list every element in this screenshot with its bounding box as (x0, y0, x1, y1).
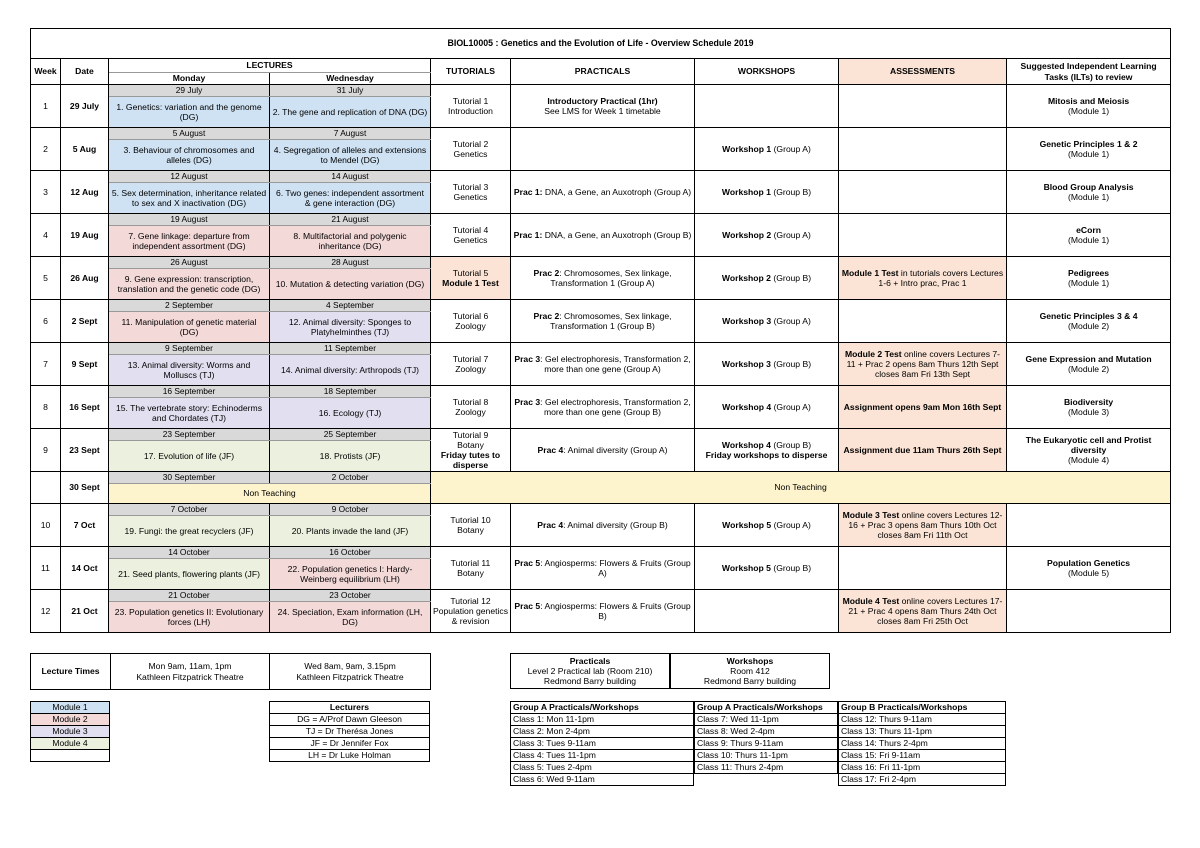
monday-lecture: 19. Fungi: the great recyclers (JF) (109, 516, 270, 547)
practical-cell: Prac 1: DNA, a Gene, an Auxotroph (Group B) (511, 214, 695, 257)
week-number: 5 (31, 257, 61, 300)
assessment-cell (839, 300, 1007, 343)
ilt-cell: Population Genetics (Module 5) (1007, 547, 1171, 590)
class-time-item: Class 11: Thurs 2-4pm (695, 762, 838, 774)
week-number: 3 (31, 171, 61, 214)
class-time-item: Class 7: Wed 11-1pm (695, 714, 838, 726)
tutorial-cell: Tutorial 11 Botany (431, 547, 511, 590)
workshop-cell: Workshop 3 (Group A) (695, 300, 839, 343)
class-time-item: Class 4: Tues 11-1pm (511, 750, 694, 762)
workshop-cell: Workshop 3 (Group B) (695, 343, 839, 386)
ilt-cell: Genetic Principles 3 & 4 (Module 2) (1007, 300, 1171, 343)
group-title: Group A Practicals/Workshops (695, 702, 838, 714)
class-time-item: Class 9: Thurs 9-11am (695, 738, 838, 750)
workshop-cell: Workshop 1 (Group A) (695, 128, 839, 171)
header-date: Date (61, 59, 109, 85)
week-date: 19 Aug (61, 214, 109, 257)
week-number: 4 (31, 214, 61, 257)
week-row (31, 590, 1171, 602)
header-ilts: Suggested Independent Learning Tasks (ILTs) to review (1007, 59, 1171, 85)
week-number (31, 472, 61, 504)
group-title: Group A Practicals/Workshops (511, 702, 694, 714)
workshop-cell: Workshop 2 (Group B) (695, 257, 839, 300)
monday-lecture: 11. Manipulation of genetic material (DG) (109, 312, 270, 343)
practical-cell: Prac 3: Gel electrophoresis, Transformation 2, more than one gene (Group A) (511, 343, 695, 386)
ilt-cell: Pedigrees (Module 1) (1007, 257, 1171, 300)
assessment-cell (839, 214, 1007, 257)
wednesday-lecture: 18. Protists (JF) (270, 441, 431, 472)
wednesday-date: 16 October (270, 547, 431, 559)
week-date: 14 Oct (61, 547, 109, 590)
monday-date: 30 September (109, 472, 270, 484)
tutorial-cell: Tutorial 1 Introduction (431, 85, 511, 128)
week-row (31, 85, 1171, 97)
schedule-table (30, 28, 1171, 633)
legend-blank (31, 750, 110, 762)
lecturer-item: TJ = Dr Therésa Jones (270, 726, 430, 738)
ilt-cell (1007, 590, 1171, 633)
wednesday-date: 23 October (270, 590, 431, 602)
week-date: 21 Oct (61, 590, 109, 633)
workshops-location: Workshops Room 412 Redmond Barry building (670, 653, 830, 689)
tutorial-cell: Tutorial 5 Module 1 Test (431, 257, 511, 300)
week-row (31, 128, 1171, 140)
week-row (31, 171, 1171, 183)
module-legend (30, 701, 110, 762)
wednesday-lecture: 6. Two genes: independent assortment & gene interaction (DG) (270, 183, 431, 214)
week-row (31, 343, 1171, 355)
week-row (31, 547, 1171, 559)
monday-lecture: 17. Evolution of life (JF) (109, 441, 270, 472)
assessment-cell (839, 85, 1007, 128)
tutorial-cell: Tutorial 9 Botany Friday tutes to disperse (431, 429, 511, 472)
group-title: Group B Practicals/Workshops (839, 702, 1006, 714)
monday-date: 7 October (109, 504, 270, 516)
page-title: BIOL10005 : Genetics and the Evolution of Life - Overview Schedule 2019 (31, 29, 1171, 59)
wednesday-date: 25 September (270, 429, 431, 441)
wednesday-date: 14 August (270, 171, 431, 183)
wednesday-date: 18 September (270, 386, 431, 398)
header-assessments: ASSESSMENTS (839, 59, 1007, 85)
non-teaching-lectures: Non Teaching (109, 484, 431, 504)
ilt-cell: Gene Expression and Mutation (Module 2) (1007, 343, 1171, 386)
week-row (31, 214, 1171, 226)
class-time-item: Class 17: Fri 2-4pm (839, 774, 1006, 786)
practical-cell (511, 128, 695, 171)
header-tutorials: TUTORIALS (431, 59, 511, 85)
ilt-cell: Blood Group Analysis (Module 1) (1007, 171, 1171, 214)
workshop-cell: Workshop 5 (Group A) (695, 504, 839, 547)
week-number: 10 (31, 504, 61, 547)
monday-date: 26 August (109, 257, 270, 269)
assessment-cell: Assignment opens 9am Mon 16th Sept (839, 386, 1007, 429)
week-date: 26 Aug (61, 257, 109, 300)
class-time-item: Class 12: Thurs 9-11am (839, 714, 1006, 726)
lecturer-item: LH = Dr Luke Holman (270, 750, 430, 762)
legend-module-3: Module 3 (31, 726, 110, 738)
practical-cell: Prac 2: Chromosomes, Sex linkage, Transformation 1 (Group B) (511, 300, 695, 343)
lecture-times-table (30, 653, 431, 690)
wednesday-lecture: 8. Multifactorial and polygenic inheritance (DG) (270, 226, 431, 257)
tutorial-cell: Tutorial 3 Genetics (431, 171, 511, 214)
workshop-cell: Workshop 4 (Group A) (695, 386, 839, 429)
tutorial-cell: Tutorial 6 Zoology (431, 300, 511, 343)
wednesday-lecture: 16. Ecology (TJ) (270, 398, 431, 429)
lecturer-item: JF = Dr Jennifer Fox (270, 738, 430, 750)
practical-cell: Prac 4: Animal diversity (Group A) (511, 429, 695, 472)
week-date: 9 Sept (61, 343, 109, 386)
week-row (31, 386, 1171, 398)
ilt-cell: The Eukaryotic cell and Protist diversity (Module 4) (1007, 429, 1171, 472)
week-number: 2 (31, 128, 61, 171)
class-time-item: Class 2: Mon 2-4pm (511, 726, 694, 738)
monday-lecture: 9. Gene expression: transcription, translation and the genetic code (DG) (109, 269, 270, 300)
assessment-cell (839, 128, 1007, 171)
monday-date: 5 August (109, 128, 270, 140)
week-date: 23 Sept (61, 429, 109, 472)
wednesday-date: 28 August (270, 257, 431, 269)
week-date: 2 Sept (61, 300, 109, 343)
week-row (31, 300, 1171, 312)
monday-lecture: 15. The vertebrate story: Echinoderms and Chordates (TJ) (109, 398, 270, 429)
monday-date: 21 October (109, 590, 270, 602)
week-date: 12 Aug (61, 171, 109, 214)
class-time-item: Class 10: Thurs 11-1pm (695, 750, 838, 762)
tutorial-cell: Tutorial 4 Genetics (431, 214, 511, 257)
legend-module-2: Module 2 (31, 714, 110, 726)
tutorial-cell: Tutorial 2 Genetics (431, 128, 511, 171)
break-week-row (31, 472, 1171, 484)
wednesday-date: 2 October (270, 472, 431, 484)
assessment-cell: Module 3 Test online covers Lectures 12-16 + Prac 3 opens 8am Thurs 10th Oct closes 8am Fri 11th Oct (839, 504, 1007, 547)
group-table-3 (838, 701, 1006, 786)
ilt-cell: eCorn (Module 1) (1007, 214, 1171, 257)
workshop-cell: Workshop 5 (Group B) (695, 547, 839, 590)
monday-date: 14 October (109, 547, 270, 559)
wednesday-date: 11 September (270, 343, 431, 355)
wednesday-lecture: 4. Segregation of alleles and extensions to Mendel (DG) (270, 140, 431, 171)
wednesday-lecture: 12. Animal diversity: Sponges to Platyhelminthes (TJ) (270, 312, 431, 343)
wednesday-lecture: 2. The gene and replication of DNA (DG) (270, 97, 431, 128)
week-number: 12 (31, 590, 61, 633)
wednesday-lecture: 14. Animal diversity: Arthropods (TJ) (270, 355, 431, 386)
monday-date: 19 August (109, 214, 270, 226)
monday-date: 29 July (109, 85, 270, 97)
class-time-item: Class 6: Wed 9-11am (511, 774, 694, 786)
practical-cell: Prac 2: Chromosomes, Sex linkage, Transformation 1 (Group A) (511, 257, 695, 300)
workshop-cell (695, 85, 839, 128)
week-number: 9 (31, 429, 61, 472)
workshop-cell: Workshop 1 (Group B) (695, 171, 839, 214)
week-number: 6 (31, 300, 61, 343)
ilt-cell (1007, 504, 1171, 547)
header-monday: Monday (109, 73, 270, 85)
week-date: 29 July (61, 85, 109, 128)
class-time-item: Class 3: Tues 9-11am (511, 738, 694, 750)
week-row (31, 504, 1171, 516)
monday-lecture: 7. Gene linkage: departure from independent assortment (DG) (109, 226, 270, 257)
wednesday-lecture: 10. Mutation & detecting variation (DG) (270, 269, 431, 300)
lecture-times-monday: Mon 9am, 11am, 1pm Kathleen Fitzpatrick Theatre (111, 654, 270, 690)
monday-lecture: 1. Genetics: variation and the genome (DG) (109, 97, 270, 128)
practical-cell: Prac 5: Angiosperms: Flowers & Fruits (Group B) (511, 590, 695, 633)
practical-cell: Prac 3: Gel electrophoresis, Transformation 2, more than one gene (Group B) (511, 386, 695, 429)
wednesday-date: 7 August (270, 128, 431, 140)
monday-date: 16 September (109, 386, 270, 398)
header-week: Week (31, 59, 61, 85)
workshop-cell (695, 590, 839, 633)
monday-date: 12 August (109, 171, 270, 183)
monday-lecture: 3. Behaviour of chromosomes and alleles (DG) (109, 140, 270, 171)
class-time-item: Class 5: Tues 2-4pm (511, 762, 694, 774)
practical-cell: Introductory Practical (1hr) See LMS for Week 1 timetable (511, 85, 695, 128)
wednesday-date: 9 October (270, 504, 431, 516)
practicals-location: Practicals Level 2 Practical lab (Room 210) Redmond Barry building (510, 653, 670, 689)
wednesday-date: 21 August (270, 214, 431, 226)
assessment-cell: Module 4 Test online covers Lectures 17-21 + Prac 4 opens 8am Thurs 24th Oct closes 8am Fri 25th Oct (839, 590, 1007, 633)
week-number: 7 (31, 343, 61, 386)
week-date: 16 Sept (61, 386, 109, 429)
monday-lecture: 23. Population genetics II: Evolutionary forces (LH) (109, 602, 270, 633)
lecturers-table (269, 701, 430, 762)
ilt-cell: Mitosis and Meiosis (Module 1) (1007, 85, 1171, 128)
wednesday-lecture: 20. Plants invade the land (JF) (270, 516, 431, 547)
lecture-times-wednesday: Wed 8am, 9am, 3.15pm Kathleen Fitzpatrick Theatre (270, 654, 431, 690)
wednesday-date: 31 July (270, 85, 431, 97)
monday-lecture: 5. Sex determination, inheritance related to sex and X inactivation (DG) (109, 183, 270, 214)
header-lectures: LECTURES (109, 59, 431, 73)
week-number: 11 (31, 547, 61, 590)
week-row (31, 257, 1171, 269)
lecture-times-label: Lecture Times (31, 654, 111, 690)
tutorial-cell: Tutorial 10 Botany (431, 504, 511, 547)
monday-lecture: 21. Seed plants, flowering plants (JF) (109, 559, 270, 590)
wednesday-lecture: 24. Speciation, Exam information (LH, DG) (270, 602, 431, 633)
ilt-cell: Biodiversity (Module 3) (1007, 386, 1171, 429)
week-date: 5 Aug (61, 128, 109, 171)
lecturer-item: DG = A/Prof Dawn Gleeson (270, 714, 430, 726)
monday-date: 2 September (109, 300, 270, 312)
group-table-2 (694, 701, 838, 774)
practical-cell: Prac 4: Animal diversity (Group B) (511, 504, 695, 547)
lecturers-title: Lecturers (270, 702, 430, 714)
wednesday-date: 4 September (270, 300, 431, 312)
class-time-item: Class 1: Mon 11-1pm (511, 714, 694, 726)
wednesday-lecture: 22. Population genetics I: Hardy-Weinberg equilibrium (LH) (270, 559, 431, 590)
ilt-cell: Genetic Principles 1 & 2 (Module 1) (1007, 128, 1171, 171)
class-time-item: Class 15: Fri 9-11am (839, 750, 1006, 762)
assessment-cell: Module 1 Test in tutorials covers Lectures 1-6 + Intro prac, Prac 1 (839, 257, 1007, 300)
group-table-1 (510, 701, 694, 786)
monday-date: 9 September (109, 343, 270, 355)
class-time-item: Class 16: Fri 11-1pm (839, 762, 1006, 774)
class-time-item: Class 13: Thurs 11-1pm (839, 726, 1006, 738)
practical-cell: Prac 5: Angiosperms: Flowers & Fruits (Group A) (511, 547, 695, 590)
legend-module-1: Module 1 (31, 702, 110, 714)
header-practicals: PRACTICALS (511, 59, 695, 85)
week-number: 8 (31, 386, 61, 429)
tutorial-cell: Tutorial 7 Zoology (431, 343, 511, 386)
monday-date: 23 September (109, 429, 270, 441)
week-date: 7 Oct (61, 504, 109, 547)
header-workshops: WORKSHOPS (695, 59, 839, 85)
assessment-cell: Module 2 Test online covers Lectures 7-11 + Prac 2 opens 8am Thurs 12th Sept closes 8am Fri 13th Sept (839, 343, 1007, 386)
week-date: 30 Sept (61, 472, 109, 504)
class-time-item: Class 14: Thurs 2-4pm (839, 738, 1006, 750)
monday-lecture: 13. Animal diversity: Worms and Molluscs (TJ) (109, 355, 270, 386)
tutorial-cell: Tutorial 12 Population genetics & revision (431, 590, 511, 633)
assessment-cell (839, 171, 1007, 214)
legend-module-4: Module 4 (31, 738, 110, 750)
tutorial-cell: Tutorial 8 Zoology (431, 386, 511, 429)
assessment-cell: Assignment due 11am Thurs 26th Sept (839, 429, 1007, 472)
practical-cell: Prac 1: DNA, a Gene, an Auxotroph (Group A) (511, 171, 695, 214)
header-wednesday: Wednesday (270, 73, 431, 85)
non-teaching-banner: Non Teaching (431, 472, 1171, 504)
workshop-cell: Workshop 4 (Group B) Friday workshops to disperse (695, 429, 839, 472)
week-number: 1 (31, 85, 61, 128)
class-time-item: Class 8: Wed 2-4pm (695, 726, 838, 738)
workshop-cell: Workshop 2 (Group A) (695, 214, 839, 257)
week-row (31, 429, 1171, 441)
assessment-cell (839, 547, 1007, 590)
